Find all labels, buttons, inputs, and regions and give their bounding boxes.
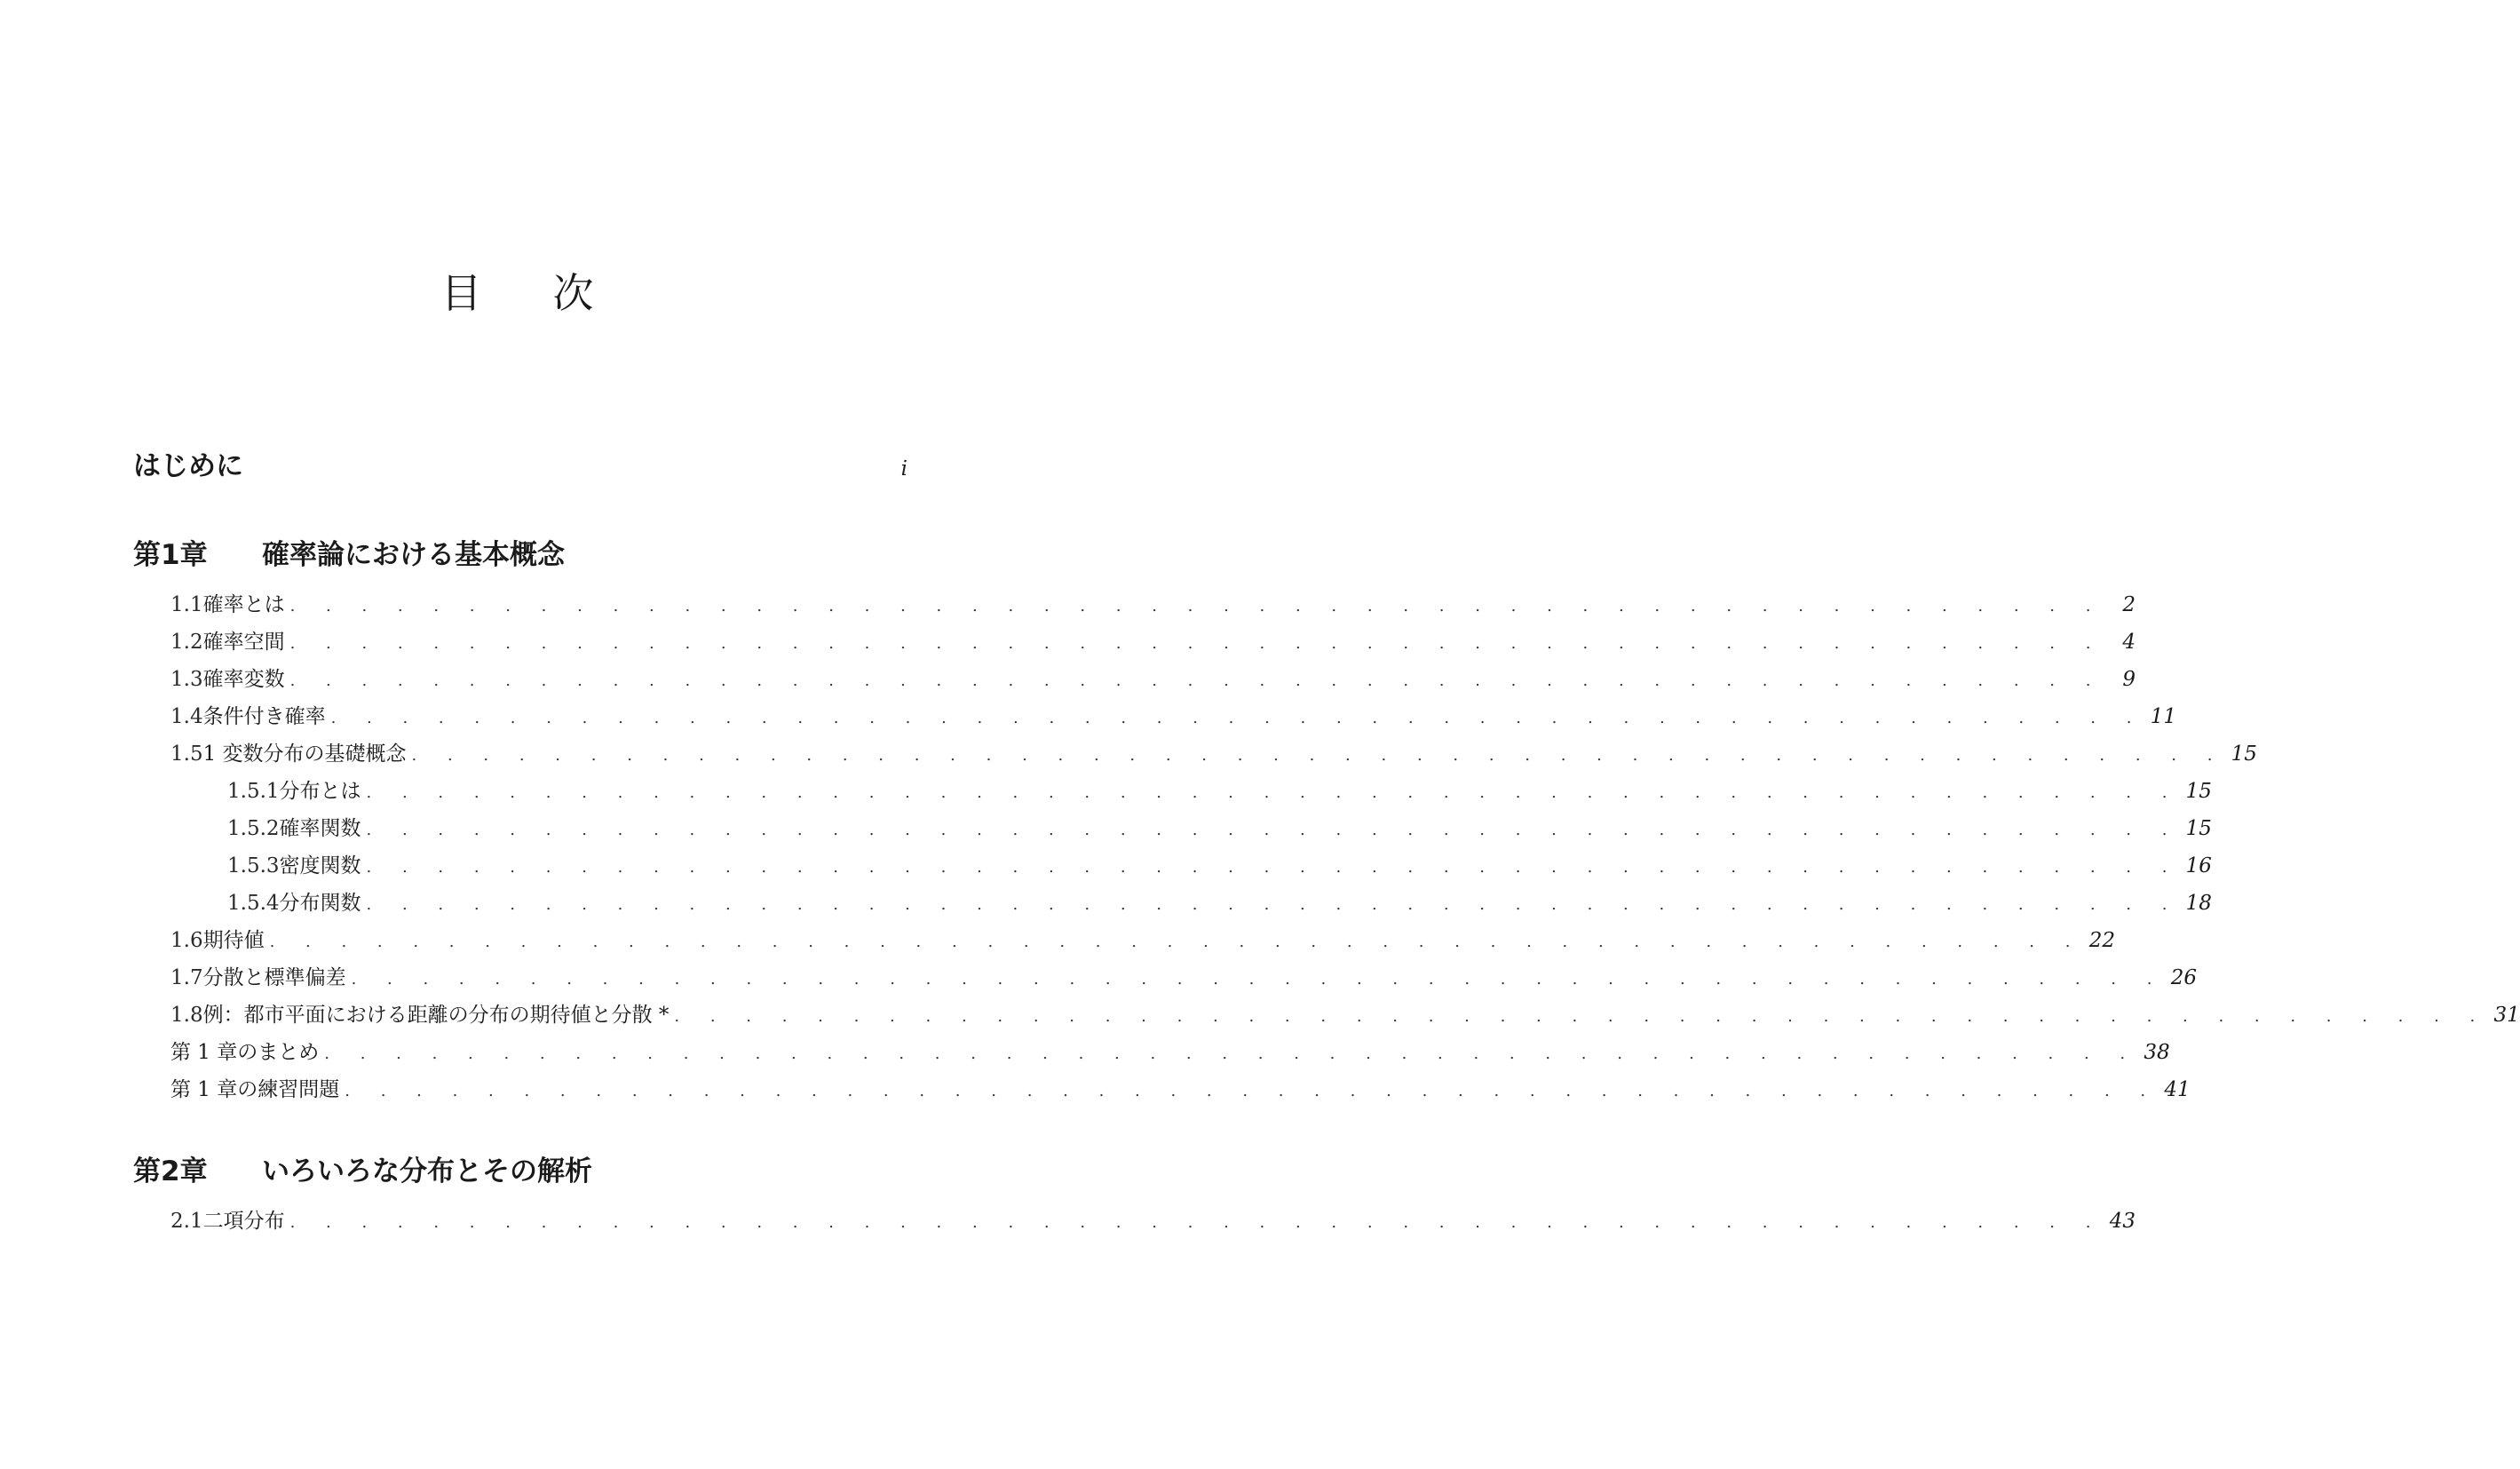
leader-dots: . . . . . . . . . . . . . . . . . . . . . . . . . . . . . . . . . . . . . . . . . . . . . . . . . . . (366, 858, 2180, 877)
page-number: 18 (2185, 892, 2212, 915)
section-title: 例：都市平面における距離の分布の期待値と分散 * (202, 1004, 670, 1027)
section-number: 1.3 (170, 668, 203, 691)
section-title: 確率変数 (202, 668, 285, 691)
toc-entry[interactable] (170, 1000, 2520, 1032)
page-number: 41 (2164, 1078, 2191, 1101)
section-number: 1.2 (170, 631, 203, 654)
section-number: 2.1 (170, 1210, 203, 1233)
page-number: 26 (2170, 966, 2197, 989)
toc-heading-chapter-1[interactable] (133, 536, 907, 575)
section-number: 1.4 (170, 705, 203, 728)
toc-entry[interactable] (227, 814, 2212, 846)
subsection-title: 密度関数 (279, 854, 361, 877)
leader-dots: . . . . . . . . . . . . . . . . . . . . . . . . . . . . . . . . . . . . . . . . . . . . . . . . . . . (289, 597, 2104, 615)
toc-entry[interactable] (170, 963, 2197, 995)
leader-dots: . . . . . . . . . . . . . . . . . . . . . . . . . . . . . . . . . . . . . . . . . . . . . . . . . . . (289, 1213, 2104, 1232)
toc-entry[interactable] (227, 776, 2212, 808)
section-title: 確率空間 (202, 631, 285, 654)
section-title: 期待値 (202, 929, 265, 952)
leader-dots: . . . . . . . . . . . . . . . . . . . . . . . . . . . . . . . . . . . . . . . . . . . . . . . . . . . (345, 1082, 2159, 1100)
chapter-title: 確率論における基本概念 (262, 539, 565, 571)
toc-entry-summary[interactable] (170, 1037, 2170, 1069)
toc-entry[interactable] (170, 664, 2136, 696)
section-number: 1.6 (170, 929, 203, 952)
section-title: 第 1 章の練習問題 (170, 1078, 340, 1101)
chapter-number: 第1章 (133, 539, 208, 571)
leader-dots: . . . . . . . . . . . . . . . . . . . . . . . . . . . . . . . . . . . . . . . . . . . . . . . . . . . (269, 933, 2083, 951)
page-number: 15 (2185, 817, 2212, 840)
page-number: 11 (2150, 705, 2176, 728)
chapter-number: 第2章 (133, 1155, 208, 1187)
toc-entry[interactable] (170, 590, 2136, 622)
chapter-title: いろいろな分布とその解析 (262, 1155, 592, 1187)
leader-dots: . . . . . . . . . . . . . . . . . . . . . . . . . . . . . . . . . . . . . . . . . . . . . . . . . . . (366, 783, 2180, 802)
page-number: 22 (2088, 929, 2115, 952)
subsection-number: 1.5.2 (227, 817, 280, 840)
subsection-number: 1.5.4 (227, 892, 280, 915)
toc-heading-preface[interactable] (133, 447, 907, 488)
leader-dots: . . . . . . . . . . . . . . . . . . . . . . . . . . . . . . . . . . . . . . . . . . . . . . . . . . . (289, 634, 2104, 653)
page-number: 38 (2144, 1041, 2170, 1064)
subsection-title: 分布関数 (279, 892, 361, 915)
subsection-number: 1.5.3 (227, 854, 280, 877)
section-title: 確率とは (202, 593, 285, 616)
section-title: 第 1 章のまとめ (170, 1041, 320, 1064)
page-number: 16 (2185, 854, 2212, 877)
page-number: 9 (2122, 668, 2136, 691)
preface-page-number: i (900, 457, 907, 480)
leader-dots: . . . . . . . . . . . . . . . . . . . . . . . . . . . . . . . . . . . . . . . . . . . . . . . . . . . (324, 1044, 2138, 1063)
section-title: 分散と標準偏差 (202, 966, 346, 989)
toc-entry[interactable] (227, 851, 2212, 883)
leader-dots: . . . . . . . . . . . . . . . . . . . . . . . . . . . . . . . . . . . . . . . . . . . . . . . . . . . (289, 671, 2104, 690)
section-title: 1 変数分布の基礎概念 (202, 742, 407, 766)
subsection-title: 確率関数 (279, 817, 361, 840)
toc-entry-exercises[interactable] (170, 1075, 2191, 1107)
toc-entry[interactable] (170, 702, 2176, 734)
toc-entry[interactable] (170, 627, 2136, 659)
page-number: 15 (2185, 780, 2212, 803)
page-number: 15 (2231, 742, 2257, 766)
page-number: 2 (2122, 593, 2136, 616)
page-number: 4 (2122, 631, 2136, 654)
toc-heading-chapter-2[interactable] (133, 1152, 907, 1191)
leader-dots: . . . . . . . . . . . . . . . . . . . . . . . . . . . . . . . . . . . . . . . . . . . . . . . . . . . (366, 821, 2180, 839)
preface-label: はじめに (133, 450, 243, 482)
leader-dots: . . . . . . . . . . . . . . . . . . . . . . . . . . . . . . . . . . . . . . . . . . . . . . . . . . . (674, 1007, 2488, 1026)
section-number: 1.1 (170, 593, 203, 616)
section-number: 1.5 (170, 742, 203, 766)
page-number: 31 (2493, 1004, 2520, 1027)
toc-entry[interactable] (170, 1206, 2136, 1238)
section-number: 1.8 (170, 1004, 203, 1027)
toc-entry[interactable] (227, 888, 2212, 920)
page-number: 43 (2109, 1210, 2136, 1233)
leader-dots: . . . . . . . . . . . . . . . . . . . . . . . . . . . . . . . . . . . . . . . . . . . . . . . . . . . (411, 746, 2225, 765)
section-number: 1.7 (170, 966, 203, 989)
section-title: 二項分布 (202, 1210, 285, 1233)
toc-entry[interactable] (170, 739, 2257, 771)
leader-dots: . . . . . . . . . . . . . . . . . . . . . . . . . . . . . . . . . . . . . . . . . . . . . . . . . . . (351, 970, 2165, 989)
page-title: 目次 (440, 269, 665, 317)
leader-dots: . . . . . . . . . . . . . . . . . . . . . . . . . . . . . . . . . . . . . . . . . . . . . . . . . . . (366, 895, 2180, 914)
leader-dots: . . . . . . . . . . . . . . . . . . . . . . . . . . . . . . . . . . . . . . . . . . . . . . . . . . . (330, 709, 2144, 727)
section-title: 条件付き確率 (202, 705, 326, 728)
subsection-title: 分布とは (279, 780, 361, 803)
toc-entry[interactable] (170, 925, 2115, 957)
subsection-number: 1.5.1 (227, 780, 280, 803)
